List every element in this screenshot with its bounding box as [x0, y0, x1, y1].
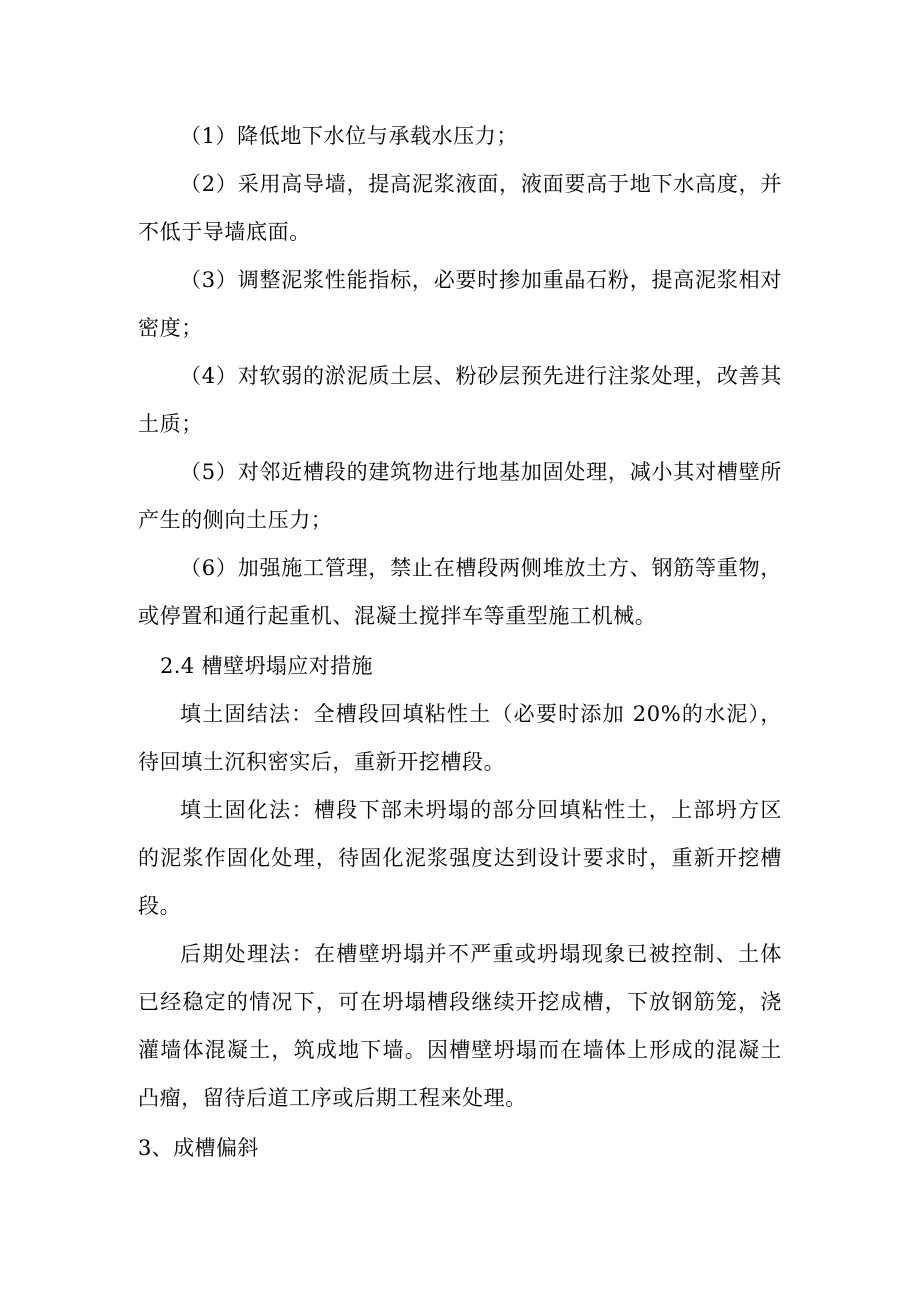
measure-item-4: （4）对软弱的淤泥质土层、粉砂层预先进行注浆处理，改善其土质；: [138, 364, 782, 436]
measure-item-1: （1）降低地下水位与承载水压力；: [180, 124, 518, 148]
measure-item-5: （5）对邻近槽段的建筑物进行地基加固处理，减小其对槽壁所产生的侧向土压力；: [138, 460, 782, 532]
method-fill-solidification: 填土固化法：槽段下部未坍塌的部分回填粘性土，上部坍方区的泥浆作固化处理，待固化泥浆强度达到设计要求时，重新开挖槽段。: [138, 798, 782, 918]
method-later-treatment: 后期处理法：在槽壁坍塌并不严重或坍塌现象已被控制、土体已经稳定的情况下，可在坍塌槽段继续开挖成槽，下放钢筋笼，浇灌墙体混凝土，筑成地下墙。因槽壁坍塌而在墙体上形成的混凝土凸瘤，留待后道工序或后期工程来处理。: [138, 942, 782, 1110]
section-heading-3: 3、成槽偏斜: [138, 1136, 259, 1160]
method-fill-consolidation: 填土固结法：全槽段回填粘性土（必要时添加 20%的水泥），待回填土沉积密实后，重新开挖槽段。: [138, 702, 782, 774]
measure-item-6: （6）加强施工管理，禁止在槽段两侧堆放土方、钢筋等重物，或停置和通行起重机、混凝土搅拌车等重型施工机械。: [138, 556, 782, 628]
measure-item-2: （2）采用高导墙，提高泥浆液面，液面要高于地下水高度，并不低于导墙底面。: [138, 172, 782, 244]
section-heading-2-4: 2.4 槽壁坍塌应对措施: [160, 654, 373, 678]
measure-item-3: （3）调整泥浆性能指标，必要时掺加重晶石粉，提高泥浆相对密度；: [138, 268, 782, 340]
